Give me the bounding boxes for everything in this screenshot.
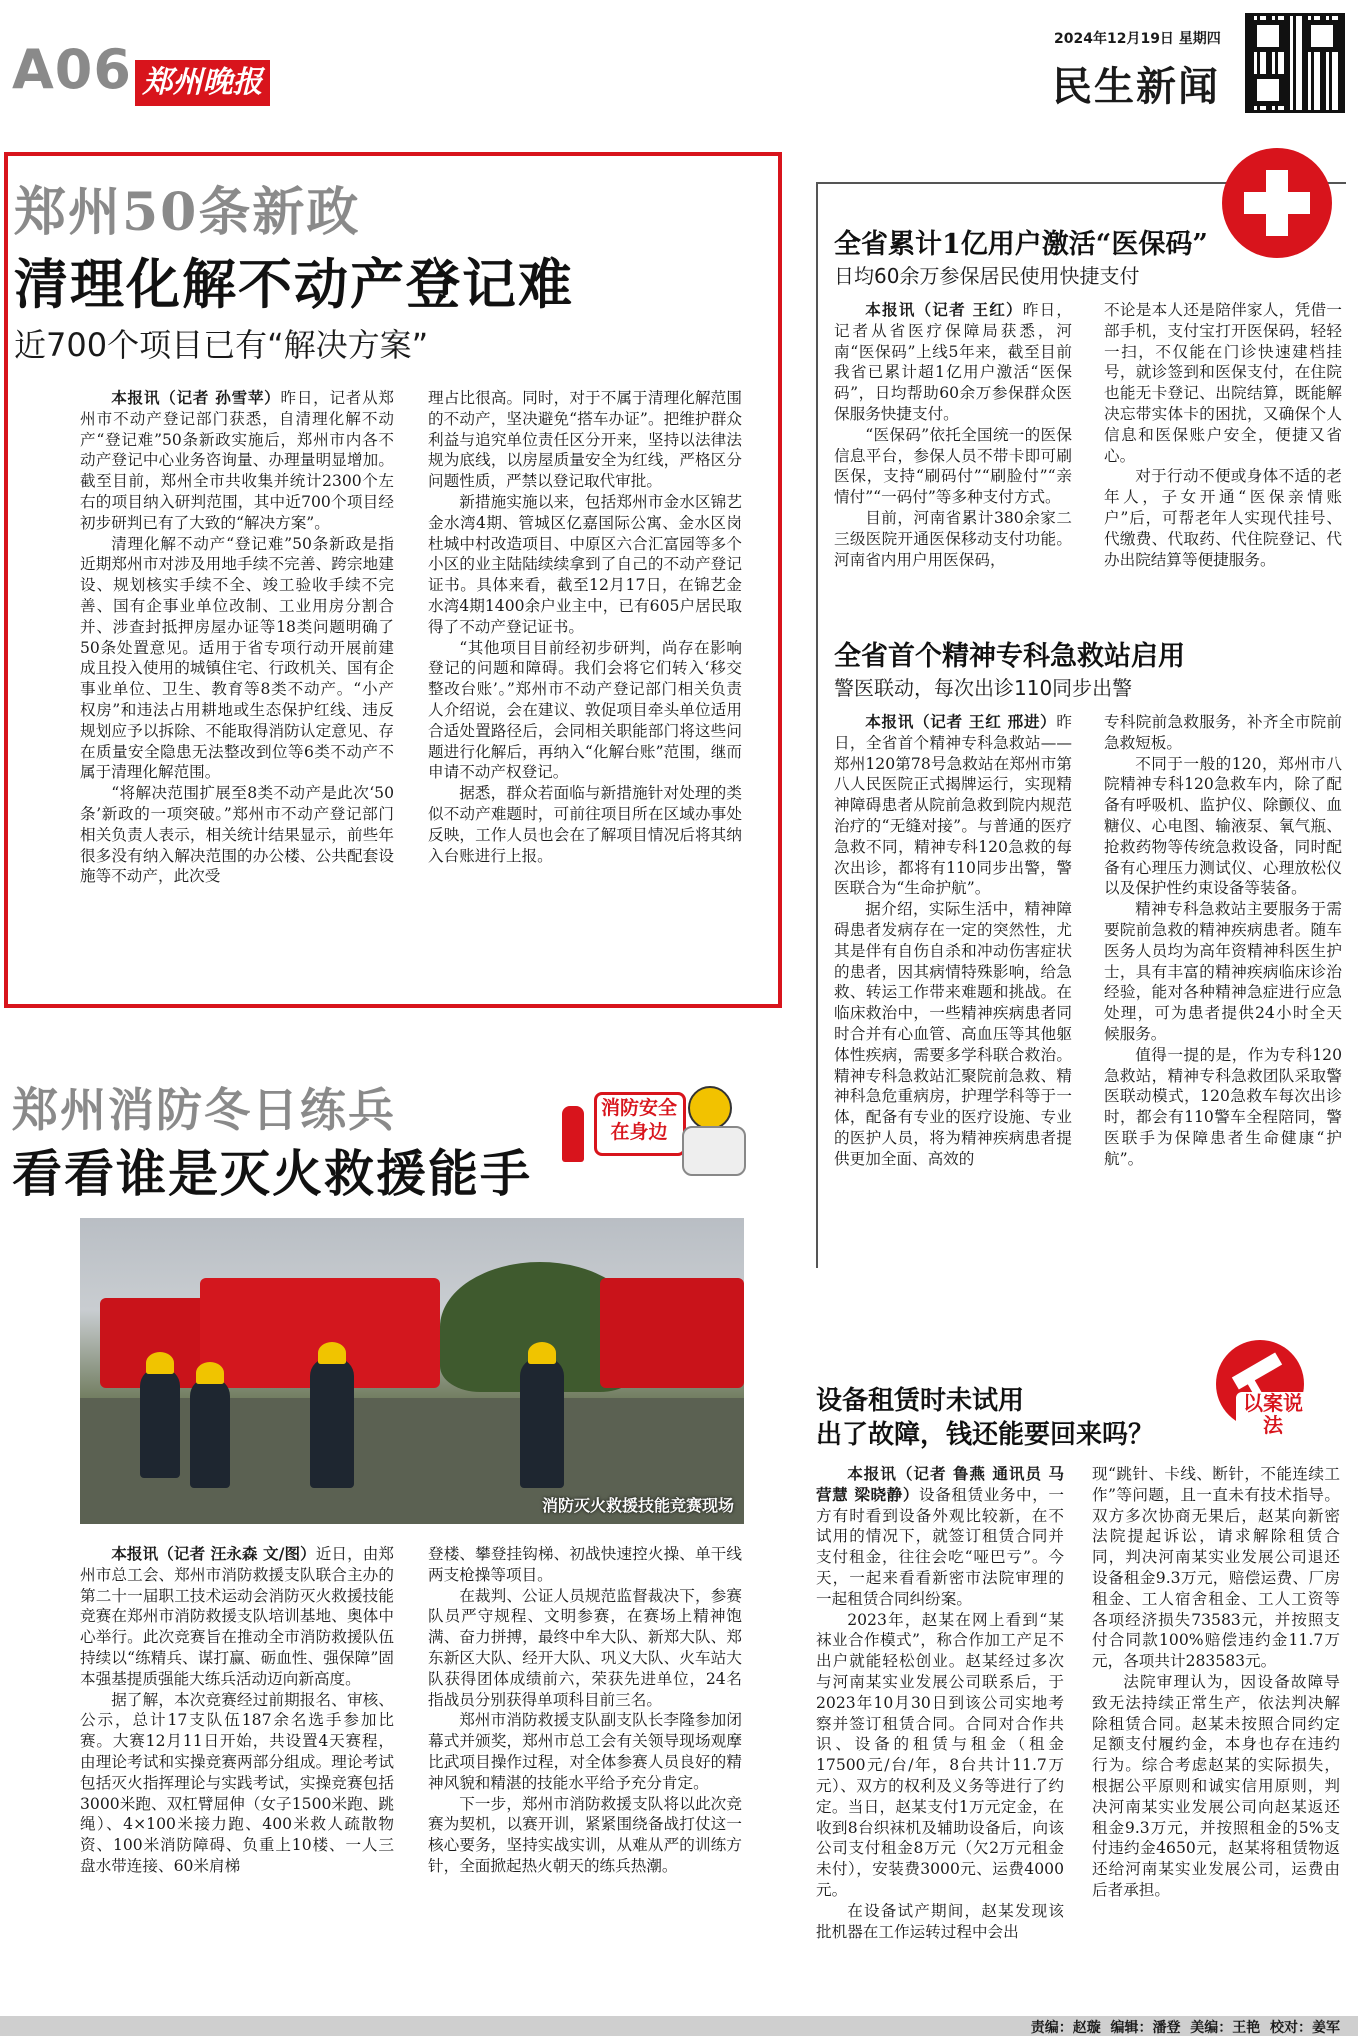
paragraph: 对于行动不便或身体不适的老年人，子女开通“医保亲情账户”后，可帮老年人实现代挂号、代缴费、代取药、代住院登记、代办出院结算等便捷服务。 [1104, 467, 1342, 569]
paragraph: 清理化解不动产“登记难”50条新政是指近期郑州市对涉及用地手续不完善、跨宗地建设、规划核实手续不全、竣工验收手续不完善、国有企事业单位改制、工业用房分割合并、涉查封抵押房屋办证等18类问题明确了50条处置意见。适用于省专项行动开展前建成且投入使用的城镇住宅、行政机关、国有企事业单位、卫生、教育等8类不动产。“小产权房”和违法占用耕地或生态保护红线、违反规划应予以拆除、不能取得消防认定意见、存在质量安全隐患无法整改到位等6类不动产不属于清理化解范围。 [80, 534, 394, 782]
editor-credits: 责编：赵璇 编辑：潘登 美编：王艳 校对：姜军 [1030, 2020, 1340, 2036]
story1-kicker: 郑州50条新政 [14, 182, 361, 243]
story5-byline: 本报讯（记者 鲁燕 通讯员 马营慧 梁晓静） [816, 1465, 1064, 1504]
case-law-badge [1208, 1334, 1312, 1438]
story1-subtitle: 近700个项目已有“解决方案” [14, 326, 429, 364]
paragraph: 近日，由郑州市总工会、郑州市消防救援支队联合主办的第二十一届职工技术运动会消防灭火救援技能竞赛在郑州市消防救援支队培训基地、奥体中心举行。此次竞赛旨在推动全市消防救援队伍持续以“练精兵、谋打赢、砺血性、强保障”固本强基提质强能大练兵活动迈向新高度。 [80, 1545, 394, 1688]
story2-column-2 [428, 1544, 742, 2014]
paragraph: 精神专科急救站主要服务于需要院前急救的精神疾病患者。随车医务人员均为高年资精神科医生护士，具有丰富的精神疾病临床诊治经验，能对各种精神急症进行应急处理，可为患者提供24小时全天候服务。 [1104, 900, 1342, 1043]
story2-photo [80, 1218, 744, 1524]
fire-safety-badge-text: 消防安全在身边 [600, 1097, 677, 1143]
story2-title: 看看谁是灭火救援能手 [12, 1144, 532, 1203]
fire-hydrant-icon [562, 1106, 584, 1162]
story4-title: 全省首个精神专科急救站启用 [834, 641, 1185, 672]
story2-byline: 本报讯（记者 汪永森 文/图） [111, 1545, 316, 1563]
story3-subtitle: 日均60余万参保居民使用快捷支付 [834, 264, 1140, 288]
story1-column-1 [80, 388, 394, 1000]
firefighter [140, 1368, 180, 1478]
paragraph: 据悉，群众若面临与新措施针对处理的类似不动产难题时，可前往项目所在区域办事处反映，工作人员也会在了解项目情况后将其纳入台账进行上报。 [428, 784, 742, 865]
paragraph: 昨日，记者从省医疗保障局获悉，河南“医保码”上线5年来，截至目前我省已累计超1亿用户激活“医保码”，日均帮助60余万参保群众医保服务快捷支付。 [834, 301, 1072, 423]
paragraph: 设备租赁业务中，一方有时看到设备外观比较新，在不试用的情况下，就签订租赁合同并支付租金，往往会吃“哑巴亏”。今天，一起来看看新密市法院审理的一起租赁合同纠纷案。 [816, 1485, 1064, 1608]
story5-column-2 [1092, 1464, 1340, 2014]
paragraph: 现“跳针、卡线、断针，不能连续工作”等问题，且一直未有技术指导。双方多次协商无果后，赵某向新密法院提起诉讼，请求解除租赁合同，判决河南某实业发展公司退还设备租金9.3万元，赔偿运费、厂房租金、工人宿舍租金、工人工资等各项经济损失73583元，并按照支付合同款100%赔偿违约金11.7万元，各项共计283583元。 [1092, 1465, 1340, 1671]
medical-cross-icon [1222, 148, 1332, 258]
paragraph: 在设备试产期间，赵某发现该批机器在工作运转过程中会出 [816, 1901, 1064, 1941]
firefighter [310, 1358, 354, 1488]
story1-byline: 本报讯（记者 孙雪苹） [111, 389, 281, 407]
paragraph: 新措施实施以来，包括郑州市金水区锦艺金水湾4期、管城区亿嘉国际公寓、金水区岗杜城中村改造项目、中原区六合汇富园等多个小区的业主陆陆续续拿到了自己的不动产登记证书。具体来看，截至12月17日，在锦艺金水湾4期1400余户业主中，已有605户居民取得了不动产登记证书。 [428, 492, 742, 636]
story1-title: 清理化解不动产登记难 [14, 252, 574, 316]
paragraph: 值得一提的是，作为专科120急救站，精神专科急救团队采取警医联动模式，120急救车每次出诊时，都会有110警车全程陪同，警医联手为保障患者生命健康“护航”。 [1104, 1045, 1342, 1168]
page-number: A06 [12, 38, 132, 101]
paragraph: 在裁判、公证人员规范监督裁决下，参赛队员严守规程、文明参赛，在赛场上精神饱满、奋力拼搏，最终中牟大队、新郑大队、郑东新区大队、经开大队、巩义大队、火车站大队获得团体成绩前六，荣获先进单位，24名指战员分别获得单项科目前三名。 [428, 1586, 742, 1709]
paragraph: 专科院前急救服务，补齐全市院前急救短板。 [1104, 713, 1342, 752]
paper-logo: 郑州晚报 [135, 60, 270, 106]
story3-byline: 本报讯（记者 王红） [865, 301, 1023, 319]
paragraph: 2023年，赵某在网上看到“某袜业合作模式”，称合作加工产足不出户就能轻松创业。赵某经过多次与河南某实业发展公司联系后，于2023年10月30日到该公司实地考察并签订租赁合同。合同对合作共识、设备的租赁与租金（租金17500元/台/年，8台共计11.7万元）、双方的权利及义务等进行了约定。当日，赵某支付1万元定金，在收到8台织袜机及辅助设备后，向该公司支付租金8万元（欠2万元租金未付），安装费3000元、运费4000元。 [816, 1610, 1064, 1899]
qr-code[interactable] [1248, 16, 1342, 110]
paragraph: “其他项目目前经初步研判，尚存在影响登记的问题和障碍。我们会将它们转入‘移交整改台账’。”郑州市不动产登记部门相关负责人介绍说，会在建议、敦促项目牵头单位适用合适处置路径后，会同相关职能部门将这些问题进行化解后，再纳入“化解台账”范围，继而申请不动产权登记。 [428, 638, 742, 782]
story4-byline: 本报讯（记者 王红 邢进） [865, 713, 1057, 731]
story3-title: 全省累计1亿用户激活“医保码” [834, 229, 1208, 260]
paragraph: 理占比很高。同时，对于不属于清理化解范围的不动产，坚决避免“搭车办证”。把维护群众利益与追究单位责任区分开来，坚持以法律法规为底线，以房屋质量安全为红线，严格区分问题性质，严禁以登记取代审批。 [428, 389, 742, 491]
firefighter [190, 1378, 230, 1488]
section-title: 民生新闻 [1052, 63, 1220, 110]
paragraph: 登楼、攀登挂钩梯、初战快速控火操、单干线两支枪操等项目。 [428, 1545, 742, 1584]
case-law-badge-text: 以案说法 [1236, 1392, 1310, 1436]
firefighter [520, 1358, 564, 1488]
story4-column-2 [1104, 712, 1342, 1252]
story1-column-2 [428, 388, 742, 1000]
story2-column-1 [80, 1544, 394, 2014]
story2-kicker: 郑州消防冬日练兵 [12, 1083, 396, 1137]
paragraph: 法院审理认为，因设备故障导致无法持续正常生产，依法判决解除租赁合同。赵某未按照合同约定足额支付履约金，本身也存在违约行为。综合考虑赵某的实际损失，根据公平原则和诚实信用原则，判决河南某实业发展公司向赵某返还租金9.3万元，并按照租金的5%支付违约金4650元，赵某将租赁物返还给河南某实业发展公司，运费由后者承担。 [1092, 1672, 1340, 1899]
issue-date: 2024年12月19日 星期四 [1054, 31, 1221, 47]
story5-title-line2: 出了故障，钱还能要回来吗？ [816, 1420, 1155, 1450]
story5-column-1 [816, 1464, 1064, 2014]
paragraph: 昨日，全省首个精神专科急救站——郑州120第78号急救站在郑州市第八人民医院正式揭牌运行，实现精神障碍患者从院前急救到院内规范治疗的“无缝对接”。与普通的医疗急救不同，精神专科120急救的每次出诊，都将有110同步出警，警医联合为“生命护航”。 [834, 713, 1072, 898]
story5-title-line1: 设备租赁时未试用 [816, 1386, 1025, 1416]
story3-column-2 [1104, 300, 1342, 616]
paragraph: “医保码”依托全国统一的医保信息平台，参保人员不带卡即可刷医保，支持“刷码付”“刷脸付”“亲情付”“一码付”等多种支付方式。 [834, 425, 1072, 507]
fire-truck [600, 1278, 744, 1388]
paragraph: “将解决范围扩展至8类不动产是此次‘50条’新政的一项突破。”郑州市不动产登记部门相关负责人表示，相关统计结果显示，前些年很多没有纳入解决范围的办公楼、公共配套设施等不动产，此次受 [80, 784, 394, 886]
fire-safety-badge [556, 1086, 756, 1176]
paragraph: 据介绍，实际生活中，精神障碍患者发病存在一定的突然性，尤其是伴有自伤自杀和冲动伤害症状的患者，因其病情特殊影响，给急救、转运工作带来难题和挑战。在临床救治中，一些精神疾病患者同时合并有心血管、高血压等其他躯体性疾病，需要多学科联合救治。精神专科急救站汇聚院前急救、精神科急危重病房，护理学科等于一体，配备有专业的医疗设施、专业的医护人员，将为精神疾病患者提供更加全面、高效的 [834, 900, 1072, 1168]
paragraph: 不同于一般的120，郑州市八院精神专科120急救车内，除了配备有呼吸机、监护仪、除颤仪、血糖仪、心电图、输液泵、氧气瓶、抢救药物等传统急救设备，同时配备有心理压力测试仪、心理放松仪以及保护性约束设备等装备。 [1104, 754, 1342, 898]
story4-column-1 [834, 712, 1072, 1252]
paragraph: 目前，河南省累计380余家二三级医院开通医保移动支付功能。河南省内用户用医保码， [834, 508, 1072, 569]
paragraph: 据了解，本次竞赛经过前期报名、审核、公示，总计17支队伍187余名选手参加比赛。大赛12月11日开始，共设置4天赛程，由理论考试和实操竞赛两部分组成。理论考试包括灭火指挥理论与实践考试，实操竞赛包括3000米跑、双杠臂屈伸（女子1500米跑、跳绳）、4×100米接力跑、400米救人疏散物资、100米消防障碍、负重上10楼、一人三盘水带连接、60米肩梯 [80, 1690, 394, 1875]
paragraph: 下一步，郑州市消防救援支队将以此次竞赛为契机，以赛开训，紧紧围绕备战打仗这一核心要务，坚持实战实训，从难从严的训练方针，全面掀起热火朝天的练兵热潮。 [428, 1794, 742, 1875]
paragraph: 郑州市消防救援支队副支队长李隆参加闭幕式并颁奖，郑州市总工会有关领导现场观摩比武项目操作过程，对全体参赛人员良好的精神风貌和精湛的技能水平给予充分肯定。 [428, 1711, 742, 1792]
paragraph: 不论是本人还是陪伴家人，凭借一部手机，支付宝打开医保码，轻轻一扫，不仅能在门诊快速建档挂号，就诊签到和医保支付，在住院也能无卡登记、出院结算，既能解决忘带实体卡的困扰，又确保个人信息和医保账户安全，便捷又省心。 [1104, 301, 1342, 465]
story3-column-1 [834, 300, 1072, 616]
firefighter-mascot-icon [688, 1086, 732, 1130]
paragraph: 昨日，记者从郑州市不动产登记部门获悉，自清理化解不动产“登记难”50条新政实施后，郑州市内各不动产登记中心业务咨询量、办理量明显增加。截至目前，郑州全市共收集并统计2300个左右的项目纳入研判范围，其中近700个项目经初步研判已有了大致的“解决方案”。 [80, 389, 394, 532]
story4-subtitle: 警医联动，每次出诊110同步出警 [834, 676, 1133, 700]
photo-caption: 消防灭火救援技能竞赛现场 [541, 1496, 734, 1515]
